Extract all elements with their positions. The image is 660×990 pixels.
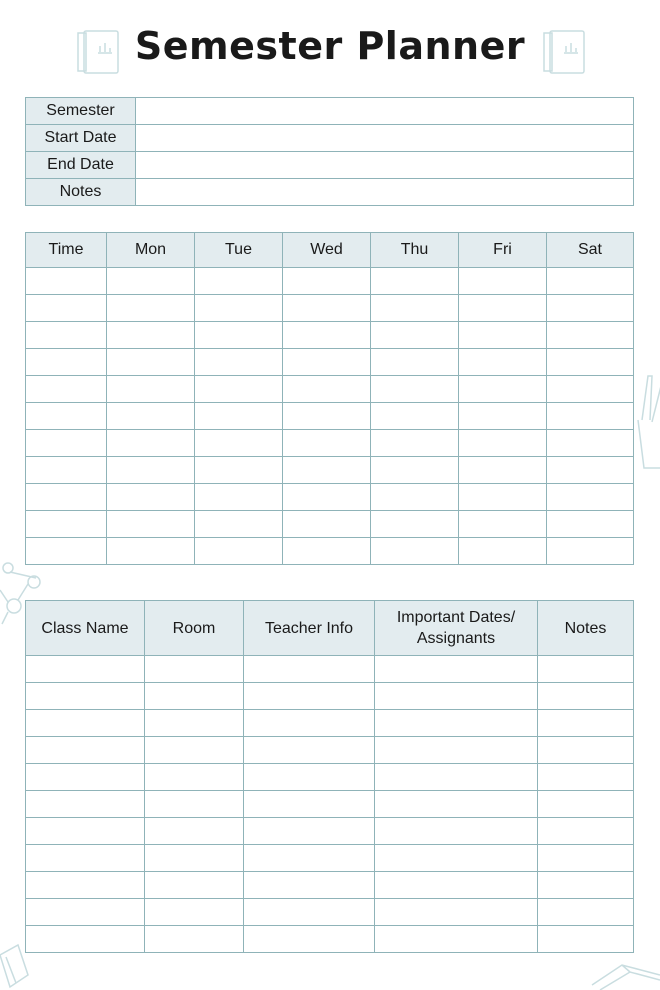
table-row	[26, 349, 634, 376]
class-cell[interactable]	[145, 737, 244, 764]
schedule-cell[interactable]	[283, 376, 371, 403]
class-cell[interactable]	[375, 710, 538, 737]
class-cell[interactable]	[145, 872, 244, 899]
table-row	[26, 683, 634, 710]
schedule-cell[interactable]	[195, 538, 283, 565]
class-header: Teacher Info	[244, 601, 375, 656]
page-title: Semester Planner	[134, 24, 526, 68]
schedule-cell[interactable]	[107, 349, 195, 376]
schedule-cell[interactable]	[195, 511, 283, 538]
class-cell[interactable]	[538, 683, 634, 710]
schedule-header: Wed	[283, 233, 371, 268]
schedule-cell[interactable]	[283, 268, 371, 295]
class-cell[interactable]	[145, 656, 244, 683]
class-header: Class Name	[26, 601, 145, 656]
class-cell[interactable]	[244, 926, 375, 953]
class-cell[interactable]	[244, 710, 375, 737]
schedule-cell[interactable]	[459, 268, 547, 295]
schedule-cell[interactable]	[371, 295, 459, 322]
schedule-cell[interactable]	[459, 484, 547, 511]
info-label: Start Date	[26, 125, 136, 152]
class-cell[interactable]	[244, 899, 375, 926]
schedule-cell[interactable]	[26, 430, 107, 457]
schedule-cell[interactable]	[283, 349, 371, 376]
table-row	[26, 764, 634, 791]
table-row	[26, 737, 634, 764]
class-cell[interactable]	[145, 845, 244, 872]
class-cell[interactable]	[26, 791, 145, 818]
schedule-cell[interactable]	[107, 295, 195, 322]
class-cell[interactable]	[26, 845, 145, 872]
schedule-cell[interactable]	[459, 295, 547, 322]
class-header: Room	[145, 601, 244, 656]
class-cell[interactable]	[375, 764, 538, 791]
class-cell[interactable]	[145, 818, 244, 845]
schedule-cell[interactable]	[371, 376, 459, 403]
schedule-header: Thu	[371, 233, 459, 268]
schedule-cell[interactable]	[547, 349, 634, 376]
schedule-cell[interactable]	[459, 457, 547, 484]
schedule-cell[interactable]	[26, 511, 107, 538]
class-cell[interactable]	[26, 818, 145, 845]
class-cell[interactable]	[26, 737, 145, 764]
info-row	[26, 98, 634, 125]
info-row	[26, 152, 634, 179]
class-cell[interactable]	[538, 818, 634, 845]
class-cell[interactable]	[375, 872, 538, 899]
schedule-cell[interactable]	[283, 538, 371, 565]
class-cell[interactable]	[538, 791, 634, 818]
table-row	[26, 322, 634, 349]
pencil-cup-icon	[634, 370, 660, 470]
schedule-cell[interactable]	[459, 511, 547, 538]
class-cell[interactable]	[244, 791, 375, 818]
class-cell[interactable]	[538, 872, 634, 899]
schedule-cell[interactable]	[371, 403, 459, 430]
class-cell[interactable]	[145, 791, 244, 818]
class-cell[interactable]	[26, 872, 145, 899]
schedule-header: Mon	[107, 233, 195, 268]
schedule-cell[interactable]	[547, 484, 634, 511]
class-cell[interactable]	[375, 656, 538, 683]
schedule-cell[interactable]	[547, 376, 634, 403]
schedule-cell[interactable]	[283, 322, 371, 349]
class-cell[interactable]	[145, 710, 244, 737]
schedule-cell[interactable]	[283, 484, 371, 511]
table-row	[26, 899, 634, 926]
class-cell[interactable]	[538, 656, 634, 683]
class-header: Important Dates/ Assignants	[375, 601, 538, 656]
class-cell[interactable]	[538, 845, 634, 872]
info-label: Notes	[26, 179, 136, 206]
class-cell[interactable]	[375, 791, 538, 818]
table-row	[26, 457, 634, 484]
schedule-cell[interactable]	[26, 484, 107, 511]
schedule-cell[interactable]	[26, 268, 107, 295]
schedule-cell[interactable]	[459, 403, 547, 430]
schedule-header: Tue	[195, 233, 283, 268]
info-row	[26, 179, 634, 206]
schedule-cell[interactable]	[371, 268, 459, 295]
schedule-cell[interactable]	[283, 430, 371, 457]
class-info-table	[25, 600, 634, 953]
schedule-cell[interactable]	[547, 403, 634, 430]
info-value-cell[interactable]	[136, 125, 634, 152]
class-header: Notes	[538, 601, 634, 656]
schedule-cell[interactable]	[107, 322, 195, 349]
schedule-cell[interactable]	[459, 376, 547, 403]
info-label: End Date	[26, 152, 136, 179]
schedule-cell[interactable]	[547, 538, 634, 565]
schedule-cell[interactable]	[195, 484, 283, 511]
class-cell[interactable]	[244, 764, 375, 791]
schedule-cell[interactable]	[371, 430, 459, 457]
schedule-cell[interactable]	[195, 349, 283, 376]
class-cell[interactable]	[244, 683, 375, 710]
schedule-cell[interactable]	[283, 511, 371, 538]
class-cell[interactable]	[375, 683, 538, 710]
class-cell[interactable]	[375, 926, 538, 953]
class-cell[interactable]	[145, 899, 244, 926]
schedule-cell[interactable]	[26, 538, 107, 565]
schedule-cell[interactable]	[283, 403, 371, 430]
info-value-cell[interactable]	[136, 98, 634, 125]
class-cell[interactable]	[375, 818, 538, 845]
class-cell[interactable]	[538, 764, 634, 791]
schedule-cell[interactable]	[26, 376, 107, 403]
schedule-cell[interactable]	[371, 349, 459, 376]
class-cell[interactable]	[538, 737, 634, 764]
class-cell[interactable]	[145, 683, 244, 710]
schedule-cell[interactable]	[371, 484, 459, 511]
info-label: Semester	[26, 98, 136, 125]
class-cell[interactable]	[244, 656, 375, 683]
schedule-cell[interactable]	[459, 538, 547, 565]
schedule-cell[interactable]	[283, 457, 371, 484]
class-cell[interactable]	[244, 845, 375, 872]
table-row	[26, 268, 634, 295]
class-cell[interactable]	[538, 926, 634, 953]
table-row	[26, 511, 634, 538]
schedule-cell[interactable]	[371, 457, 459, 484]
table-row	[26, 791, 634, 818]
schedule-cell[interactable]	[547, 295, 634, 322]
schedule-cell[interactable]	[195, 457, 283, 484]
schedule-cell[interactable]	[107, 538, 195, 565]
class-cell[interactable]	[244, 818, 375, 845]
class-cell[interactable]	[26, 683, 145, 710]
schedule-cell[interactable]	[26, 322, 107, 349]
class-cell[interactable]	[145, 926, 244, 953]
class-cell[interactable]	[26, 710, 145, 737]
schedule-cell[interactable]	[459, 322, 547, 349]
schedule-cell[interactable]	[371, 511, 459, 538]
class-cell[interactable]	[26, 899, 145, 926]
table-row	[26, 484, 634, 511]
schedule-cell[interactable]	[371, 322, 459, 349]
schedule-cell[interactable]	[459, 349, 547, 376]
schedule-cell[interactable]	[26, 403, 107, 430]
class-cell[interactable]	[244, 872, 375, 899]
table-row	[26, 295, 634, 322]
schedule-cell[interactable]	[283, 295, 371, 322]
schedule-cell[interactable]	[107, 268, 195, 295]
info-value-cell[interactable]	[136, 179, 634, 206]
schedule-cell[interactable]	[547, 322, 634, 349]
schedule-cell[interactable]	[107, 457, 195, 484]
schedule-cell[interactable]	[195, 295, 283, 322]
class-cell[interactable]	[145, 764, 244, 791]
class-cell[interactable]	[26, 926, 145, 953]
schedule-cell[interactable]	[371, 538, 459, 565]
weekly-schedule-table	[25, 232, 634, 565]
info-row	[26, 125, 634, 152]
class-cell[interactable]	[244, 737, 375, 764]
semester-info-table	[25, 97, 634, 206]
schedule-cell[interactable]	[195, 430, 283, 457]
table-row	[26, 872, 634, 899]
class-cell[interactable]	[375, 737, 538, 764]
class-cell[interactable]	[375, 845, 538, 872]
table-row	[26, 376, 634, 403]
table-row	[26, 656, 634, 683]
schedule-cell[interactable]	[26, 349, 107, 376]
schedule-cell[interactable]	[107, 403, 195, 430]
table-row	[26, 710, 634, 737]
schedule-cell[interactable]	[547, 268, 634, 295]
class-cell[interactable]	[26, 764, 145, 791]
schedule-cell[interactable]	[195, 403, 283, 430]
schedule-cell[interactable]	[107, 430, 195, 457]
schedule-header: Sat	[547, 233, 634, 268]
schedule-cell[interactable]	[195, 268, 283, 295]
schedule-header: Fri	[459, 233, 547, 268]
table-row	[26, 926, 634, 953]
schedule-cell[interactable]	[195, 376, 283, 403]
table-row	[26, 538, 634, 565]
class-cell[interactable]	[538, 710, 634, 737]
schedule-cell[interactable]	[107, 511, 195, 538]
schedule-cell[interactable]	[195, 322, 283, 349]
schedule-cell[interactable]	[547, 511, 634, 538]
class-cell[interactable]	[375, 899, 538, 926]
schedule-cell[interactable]	[547, 430, 634, 457]
class-cell[interactable]	[26, 656, 145, 683]
schedule-header: Time	[26, 233, 107, 268]
schedule-cell[interactable]	[26, 295, 107, 322]
table-row	[26, 818, 634, 845]
schedule-cell[interactable]	[459, 430, 547, 457]
schedule-cell[interactable]	[26, 457, 107, 484]
info-value-cell[interactable]	[136, 152, 634, 179]
table-row	[26, 845, 634, 872]
class-cell[interactable]	[538, 899, 634, 926]
table-row	[26, 403, 634, 430]
schedule-cell[interactable]	[547, 457, 634, 484]
table-row	[26, 430, 634, 457]
schedule-cell[interactable]	[107, 484, 195, 511]
schedule-cell[interactable]	[107, 376, 195, 403]
